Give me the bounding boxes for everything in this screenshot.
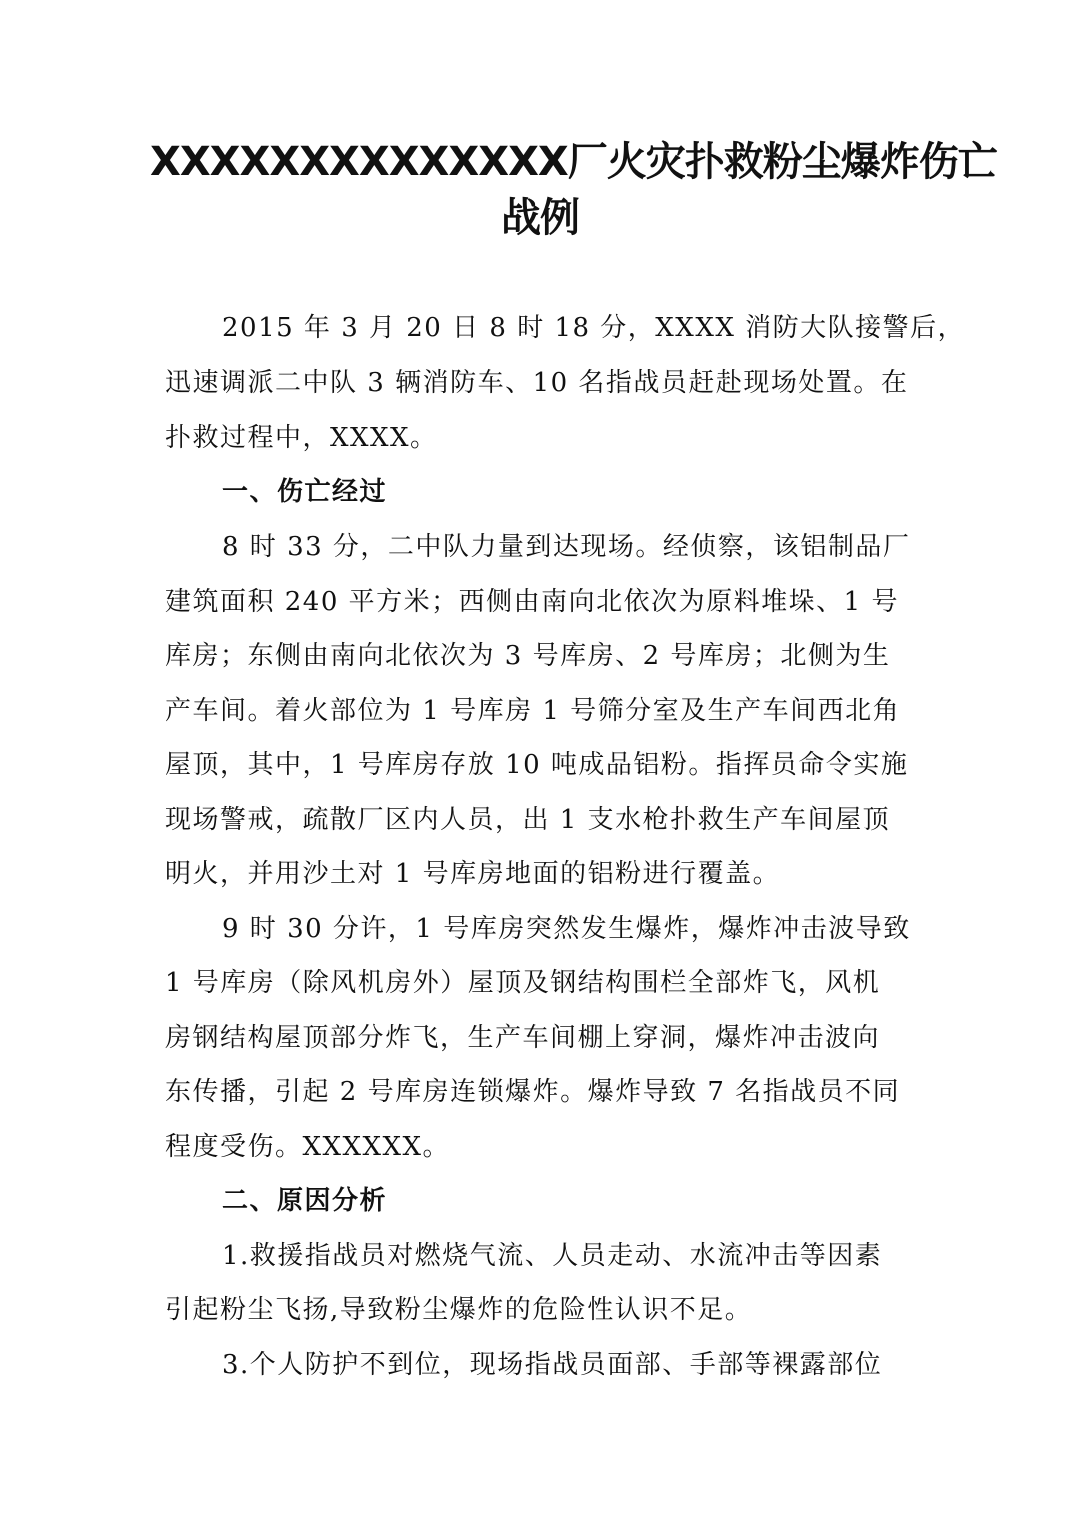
paragraph-process-line-5: 屋顶，其中，1 号库房存放 10 吨成品铝粉。指挥员命令实施 [165, 750, 909, 780]
paragraph-process-line-7: 明火，并用沙土对 1 号库房地面的铝粉进行覆盖。 [165, 859, 781, 889]
paragraph-intro-line-2: 迅速调派二中队 3 辆消防车、10 名指战员赶赴现场处置。在 [165, 368, 909, 398]
paragraph-process-line-6: 现场警戒，疏散厂区内人员，出 1 支水枪扑救生产车间屋顶 [165, 805, 891, 835]
paragraph-process-line-3: 库房；东侧由南向北依次为 3 号库房、2 号库房；北侧为生 [165, 641, 891, 671]
paragraph-explosion-line-5: 程度受伤。XXXXXX。 [165, 1132, 451, 1162]
paragraph-process-line-1: 8 时 33 分，二中队力量到达现场。经侦察，该铝制品厂 [222, 532, 911, 562]
paragraph-explosion-line-2: 1 号库房（除风机房外）屋顶及钢结构围栏全部炸飞，风机 [165, 968, 881, 998]
paragraph-process-line-4: 产车间。着火部位为 1 号库房 1 号筛分室及生产车间西北角 [165, 696, 901, 726]
section-heading-casualty-process: 一、伤亡经过 [222, 477, 388, 507]
paragraph-cause-1-line-2: 引起粉尘飞扬,导致粉尘爆炸的危险性认识不足。 [165, 1295, 753, 1325]
section-heading-cause-analysis: 二、原因分析 [222, 1186, 388, 1216]
paragraph-intro-line-3: 扑救过程中，XXXX。 [165, 423, 438, 453]
document-title-line-2: 战例 [501, 195, 579, 241]
document-title-line-1: XXXXXXXXXXXXXX厂火灾扑救粉尘爆炸伤亡 [150, 139, 997, 185]
paragraph-intro-line-1: 2015 年 3 月 20 日 8 时 18 分，XXXX 消防大队接警后， [222, 313, 966, 343]
paragraph-process-line-2: 建筑面积 240 平方米；西侧由南向北依次为原料堆垛、1 号 [165, 587, 899, 617]
paragraph-cause-3-line-1: 3.个人防护不到位，现场指战员面部、手部等裸露部位 [222, 1350, 883, 1380]
paragraph-cause-1-line-1: 1.救援指战员对燃烧气流、人员走动、水流冲击等因素 [222, 1241, 883, 1271]
paragraph-explosion-line-3: 房钢结构屋顶部分炸飞，生产车间棚上穿洞，爆炸冲击波向 [165, 1023, 881, 1053]
paragraph-explosion-line-1: 9 时 30 分许，1 号库房突然发生爆炸，爆炸冲击波导致 [222, 914, 911, 944]
paragraph-explosion-line-4: 东传播，引起 2 号库房连锁爆炸。爆炸导致 7 名指战员不同 [165, 1077, 901, 1107]
